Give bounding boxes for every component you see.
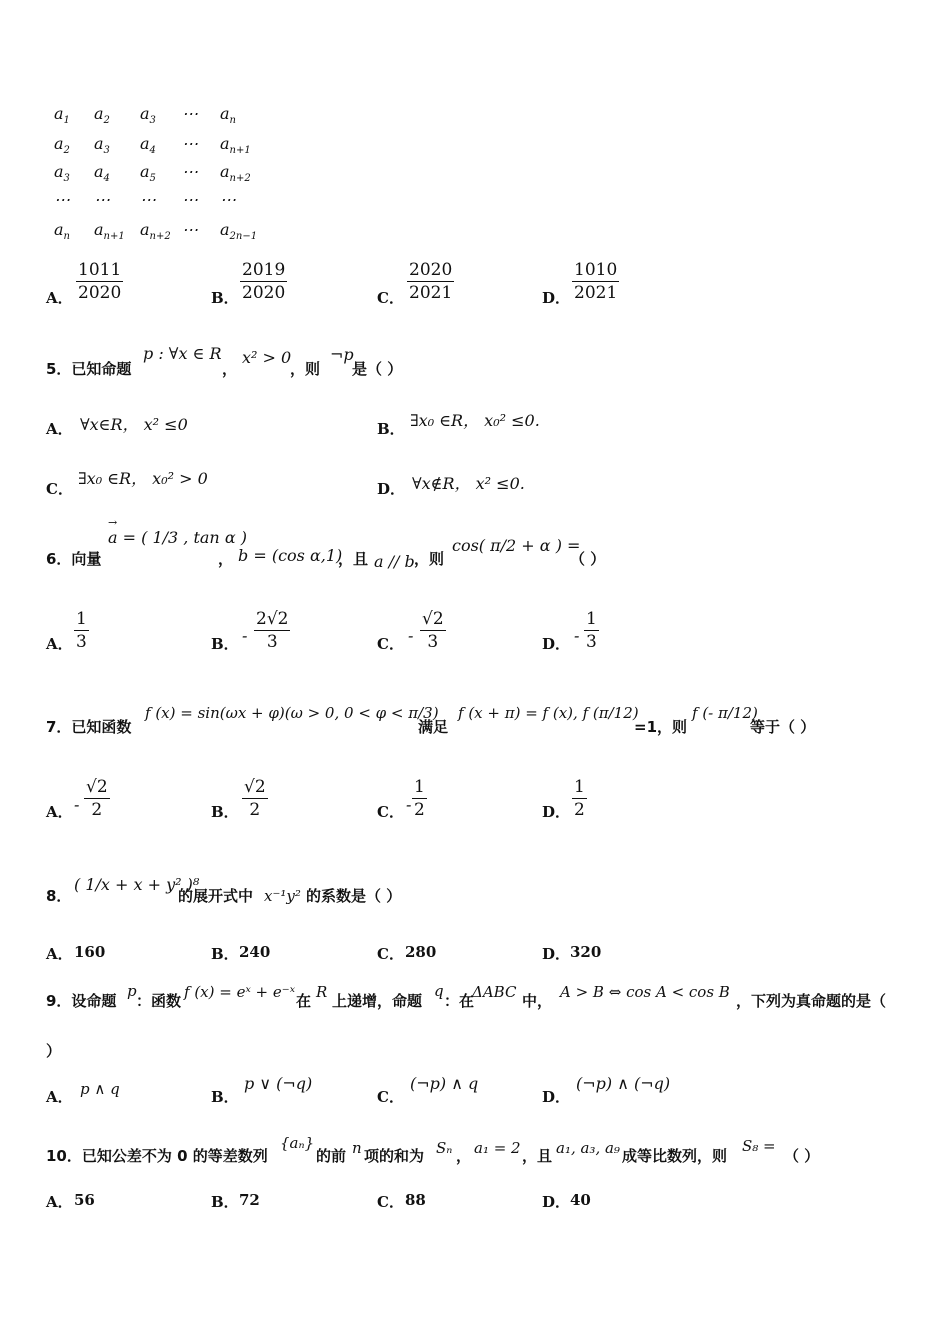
q5-text-d: 是（ ） <box>352 360 403 378</box>
matrix-cell: $a_3$ <box>54 162 70 185</box>
matrix-cell: ⋯ <box>182 220 198 239</box>
q4-option-b-fraction: $\frac{2019}{2020}$ <box>242 260 286 303</box>
q6-option-c-label: C． <box>377 635 404 653</box>
q10-text-e: ，且 <box>522 1147 553 1165</box>
q7-text-a: 7．已知函数 <box>46 718 132 736</box>
matrix-cell: $a_{n+2}$ <box>220 162 251 185</box>
q8-option-b-text: 240 <box>239 943 271 961</box>
q6-vector-b: b = (cos α,1) <box>238 546 343 565</box>
matrix-cell: $a_{n+2}$ <box>140 220 171 243</box>
matrix-cell: $a_n$ <box>54 220 70 243</box>
q7-expr-function: f (x) = sin(ωx + φ)(ω > 0, 0 < φ < π/3) <box>145 704 439 722</box>
q9-R: R <box>316 983 328 1001</box>
q10-option-a-text: 56 <box>74 1191 95 1209</box>
q7-option-c-sign: - <box>406 795 412 814</box>
q9-option-a-text: p ∧ q <box>80 1080 120 1098</box>
matrix-cell: $a_1$ <box>54 104 70 127</box>
matrix-cell: ⋯ <box>220 190 236 209</box>
q7-expr-target: f (- π/12) <box>692 704 758 722</box>
matrix-cell: ⋯ <box>94 190 110 209</box>
q8-option-c-label: C． <box>377 945 404 963</box>
q9-option-c-text: (¬p) ∧ q <box>410 1074 479 1093</box>
q6-option-d-label: D． <box>542 635 571 653</box>
q7-option-a-label: A． <box>46 803 73 821</box>
q10-terms: a₁, a₃, a₉ <box>556 1139 620 1157</box>
q7-option-b-label: B． <box>211 803 239 821</box>
q10-option-a-label: A． <box>46 1193 73 1211</box>
q5-expr-p: p : ∀x ∈ R <box>143 344 222 363</box>
q10-option-c-text: 88 <box>405 1191 426 1209</box>
q5-expr-x2: x² > 0 <box>242 348 292 367</box>
matrix-cell: $a_2$ <box>54 134 70 157</box>
q9-option-d-text: (¬p) ∧ (¬q) <box>576 1074 671 1093</box>
q4-option-a-fraction: $\frac{1011}{2020}$ <box>78 260 122 303</box>
q10-text-b: 的前 <box>316 1147 347 1165</box>
q5-option-a-text: ∀x∈R， x² ≤0 <box>80 415 188 434</box>
q4-option-a-label: A． <box>46 289 73 307</box>
q10-n: n <box>352 1139 362 1157</box>
q10-a1: a₁ = 2 <box>474 1139 521 1157</box>
q4-option-d-label: D． <box>542 289 571 307</box>
q7-option-a-fraction: $\frac{√2}{2}$ <box>86 777 108 820</box>
q6-text-e: （ ） <box>570 550 606 568</box>
q8-option-b-label: B． <box>211 945 239 963</box>
q7-text-d: 等于（ ） <box>750 718 816 736</box>
q8-option-a-label: A． <box>46 945 73 963</box>
q8-option-c-text: 280 <box>405 943 437 961</box>
q5-option-d-text: ∀x∉R， x² ≤0. <box>412 474 525 493</box>
q9-text-c: 在 <box>296 992 312 1010</box>
q5-text-b: ， <box>222 360 238 378</box>
q5-option-b-text: ∃x₀ ∈R， x₀² ≤0. <box>410 411 540 430</box>
matrix-cell: ⋯ <box>182 162 198 181</box>
q6-text-b: ， <box>218 550 234 568</box>
matrix-cell: $a_4$ <box>140 134 156 157</box>
q7-option-c-label: C． <box>377 803 404 821</box>
q6-option-d-sign: - <box>574 626 580 645</box>
q7-option-d-fraction: $\frac{1}{2}$ <box>574 777 585 820</box>
q10-s8: S₈ = <box>742 1137 776 1155</box>
q7-option-b-fraction: $\frac{√2}{2}$ <box>244 777 266 820</box>
q6-option-c-fraction: $\frac{√2}{3}$ <box>422 609 444 652</box>
q6-expr-cos: cos( π/2 + α ) = <box>452 536 581 555</box>
q6-option-b-fraction: $\frac{2√2}{3}$ <box>256 609 289 652</box>
q10-text-c: 项的和为 <box>364 1147 425 1165</box>
q5-expr-notp: ¬p <box>330 345 354 364</box>
q5-option-b-label: B． <box>377 420 405 438</box>
q10-text-a: 10．已知公差不为 0 的等差数列 <box>46 1147 268 1165</box>
matrix-cell: ⋯ <box>54 190 70 209</box>
vector-arrow-icon: → <box>108 516 118 529</box>
q6-parallel: a // b <box>374 552 415 571</box>
q4-option-c-label: C． <box>377 289 404 307</box>
q6-option-a-label: A． <box>46 635 73 653</box>
q6-option-b-sign: - <box>242 626 248 645</box>
q7-option-d-label: D． <box>542 803 571 821</box>
q9-option-a-label: A． <box>46 1088 73 1106</box>
q5-option-a-label: A． <box>46 420 73 438</box>
q4-option-d-fraction: $\frac{1010}{2021}$ <box>574 260 618 303</box>
q9-option-c-label: C． <box>377 1088 404 1106</box>
q7-option-c-fraction: $\frac{1}{2}$ <box>414 777 425 820</box>
matrix-cell: $a_5$ <box>140 162 156 185</box>
matrix-cell: ⋯ <box>182 190 198 209</box>
q10-text-d: ， <box>456 1147 472 1165</box>
q10-text-f: 成等比数列，则 <box>622 1147 728 1165</box>
q7-text-c: =1，则 <box>634 718 688 736</box>
q4-option-b-label: B． <box>211 289 239 307</box>
q9-option-b-text: p ∨ (¬q) <box>244 1074 313 1093</box>
q6-vector-a: a = ( 1/3 , tan α ) <box>108 528 247 547</box>
q9-p: p <box>127 982 137 1000</box>
q9-text-d: 上递增，命题 <box>332 992 423 1010</box>
q5-text-a: 5．已知命题 <box>46 360 132 378</box>
q8-option-d-label: D． <box>542 945 571 963</box>
q4-option-c-fraction: $\frac{2020}{2021}$ <box>409 260 453 303</box>
q8-text-b: 的展开式中 <box>178 887 254 905</box>
q9-condition: A > B ⇔ cos A < cos B <box>560 983 730 1001</box>
matrix-cell: $a_4$ <box>94 162 110 185</box>
q10-text-g: （ ） <box>784 1147 820 1165</box>
matrix-cell: $a_{n+1}$ <box>94 220 125 243</box>
q9-text-h: ） <box>46 1042 62 1060</box>
matrix-cell: ⋯ <box>182 104 198 123</box>
q8-option-d-text: 320 <box>570 943 602 961</box>
q6-option-c-sign: - <box>408 626 414 645</box>
q9-function: f (x) = eˣ + e⁻ˣ <box>184 983 296 1001</box>
q9-text-a: 9．设命题 <box>46 992 117 1010</box>
matrix-cell: $a_3$ <box>140 104 156 127</box>
q6-text-d: ，则 <box>414 550 445 568</box>
matrix-cell: $a_{2n-1}$ <box>220 220 258 243</box>
q6-option-a-fraction: $\frac{1}{3}$ <box>76 609 87 652</box>
q9-text-b: ：函数 <box>136 992 182 1010</box>
q9-option-d-label: D． <box>542 1088 571 1106</box>
q8-option-a-text: 160 <box>74 943 106 961</box>
q10-option-b-label: B． <box>211 1193 239 1211</box>
q10-sn: Sₙ <box>436 1139 453 1157</box>
q9-text-e: ：在 <box>444 992 475 1010</box>
q5-option-c-label: C． <box>46 480 73 498</box>
matrix-cell: $a_3$ <box>94 134 110 157</box>
q6-option-b-label: B． <box>211 635 239 653</box>
matrix-cell: $a_{n+1}$ <box>220 134 251 157</box>
q5-text-c: ，则 <box>290 360 321 378</box>
matrix-cell: ⋯ <box>182 134 198 153</box>
q6-text-a: 6．向量 <box>46 550 102 568</box>
matrix-cell: $a_2$ <box>94 104 110 127</box>
q6-option-d-fraction: $\frac{1}{3}$ <box>586 609 597 652</box>
q5-option-d-label: D． <box>377 480 406 498</box>
q5-option-c-text: ∃x₀ ∈R， x₀² > 0 <box>78 469 208 488</box>
q8-text-a: 8． <box>46 887 72 905</box>
q8-term: x⁻¹y² <box>264 887 301 905</box>
matrix-cell: ⋯ <box>140 190 156 209</box>
q9-text-g: ，下列为真命题的是（ <box>736 992 887 1010</box>
q10-option-b-text: 72 <box>239 1191 260 1209</box>
q10-option-d-text: 40 <box>570 1191 591 1209</box>
q9-triangle: ΔABC <box>472 983 517 1001</box>
q8-expr: ( 1/x + x + y² )⁸ <box>74 875 200 894</box>
q9-option-b-label: B． <box>211 1088 239 1106</box>
q10-option-d-label: D． <box>542 1193 571 1211</box>
q8-text-c: 的系数是（ ） <box>306 887 402 905</box>
q7-text-b: 满足 <box>418 718 449 736</box>
q7-option-a-sign: - <box>74 795 80 814</box>
q9-q: q <box>434 982 444 1000</box>
q6-text-c: ，且 <box>338 550 369 568</box>
q10-option-c-label: C． <box>377 1193 404 1211</box>
q10-sequence: {aₙ} <box>280 1134 315 1152</box>
matrix-cell: $a_n$ <box>220 104 236 127</box>
q9-text-f: 中， <box>522 992 553 1010</box>
q7-expr-period: f (x + π) = f (x), f (π/12) <box>458 704 639 722</box>
